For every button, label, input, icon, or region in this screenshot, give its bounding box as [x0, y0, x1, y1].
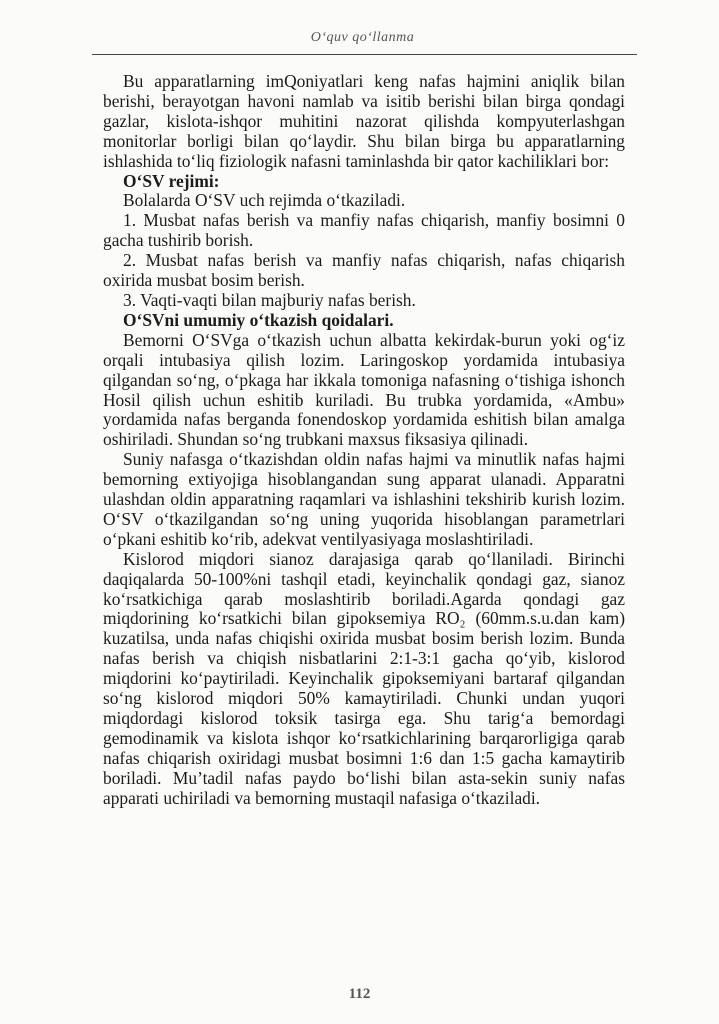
paragraph-oxygen-dosage: Kislorod miqdori sianoz darajasiga qarab qo‘llaniladi. Birinchi daqiqalarda 50-100%ni tashqil etadi, keyinchalik qondagi gaz, sianoz ko‘rsatkichiga qarab moslashtirib boriladi.Agarda qondagi gaz miqdorining ko‘rsatkichi bilan gipoksemiya RO₂ (60mm.s.u.dan kam) kuzatilsa, unda nafas chiqishi oxirida musbat bosim berish lozim. Bunda nafas berish va chiqish nisbatlarini 2:1-3:1 gacha qo‘yib, kislorod miqdorini ko‘paytiriladi. Keyinchalik gipoksemiyani bartaraf qilgandan so‘ng kislorod miqdori 50% kamaytiriladi. Chunki undan yuqori miqdordagi kislorod toksik tasirga ega. Shu tarig‘a bemordagi gemodinamik va kislota ishqor ko‘rsatkichlarining barqarorligiga qarab nafas chiqarish oxiridagi musbat bosimni 1:6 dan 1:5 gacha kamaytirib boriladi. Mu’tadil nafas paydo bo‘lishi bilan asta-sekin suniy nafas apparati uchiriladi va bemorning mustaqil nafasiga o‘tkaziladi.: [103, 548, 625, 808]
header-divider: [92, 54, 637, 55]
paragraph-apparatus-capabilities: Bu apparatlarning imQoniyatlari keng nafas hajmini aniqlik bilan berishi, berayotgan havoni namlab va isitib berishi bilan birga qondagi gazlar, kislota-ishqor muhitini nazorat qilishda kompyuterlashgan monitorlar borligi bilan qo‘laydir. Shu bilan birga bu apparatlarning ishlashida to‘liq fiziologik nafasni taminlashda bir qator kachiliklari bor:: [103, 71, 625, 171]
heading-general-rules: O‘SVni umumiy o‘tkazish qoidalari.: [123, 309, 394, 330]
list-item-mode-1: 1. Musbat nafas berish va manfiy nafas chiqarish, manfiy bosimni 0 gacha tushirib borish.: [103, 210, 625, 251]
paragraph-ventilation-setup: Suniy nafasga o‘tkazishdan oldin nafas hajmi va minutlik nafas hajmi bemorning extiyojiga hisoblangandan sung apparat ulanadi. Apparatni ulashdan oldin apparatning raqamlari va ishlashini tekshirib kurish lozim. O‘SV o‘tkazilgandan so‘ng uning yuqorida hisoblangan parametrlari o‘pkani eshitib ko‘rib, adekvat ventilyasiyaga moslashtiriladi.: [103, 449, 625, 549]
page-body: [103, 72, 625, 809]
list-item-mode-2: 2. Musbat nafas berish va manfiy nafas chiqarish, nafas chiqarish oxirida musbat bosim berish.: [103, 250, 625, 291]
paragraph-intubation: Bemorni O‘SVga o‘tkazish uchun albatta kekirdak-burun yoki og‘iz orqali intubasiya qilish lozim. Laringoskop yordamida intubasiya qilgandan so‘ng, o‘pkaga har ikkala tomoniga nafasning o‘tishiga ishonch Hosil qilish uchun eshitib kuriladi. Bu trubka yordamida, «Ambu» yordamida nafas berganda fonendoskop yordamida eshitish bilan amalga oshiriladi. Shundan so‘ng trubkani maxsus fiksasiya qilinadi.: [103, 329, 625, 450]
heading-osv-modes: O‘SV rejimi:: [123, 170, 220, 191]
running-header: O‘quv qo‘llanma: [310, 30, 415, 45]
list-item-mode-3: 3. Vaqti-vaqti bilan majburiy nafas berish.: [123, 289, 416, 310]
paragraph-modes-intro: Bolalarda O‘SV uch rejimda o‘tkaziladi.: [123, 190, 406, 211]
page-number: 112: [348, 986, 371, 1002]
